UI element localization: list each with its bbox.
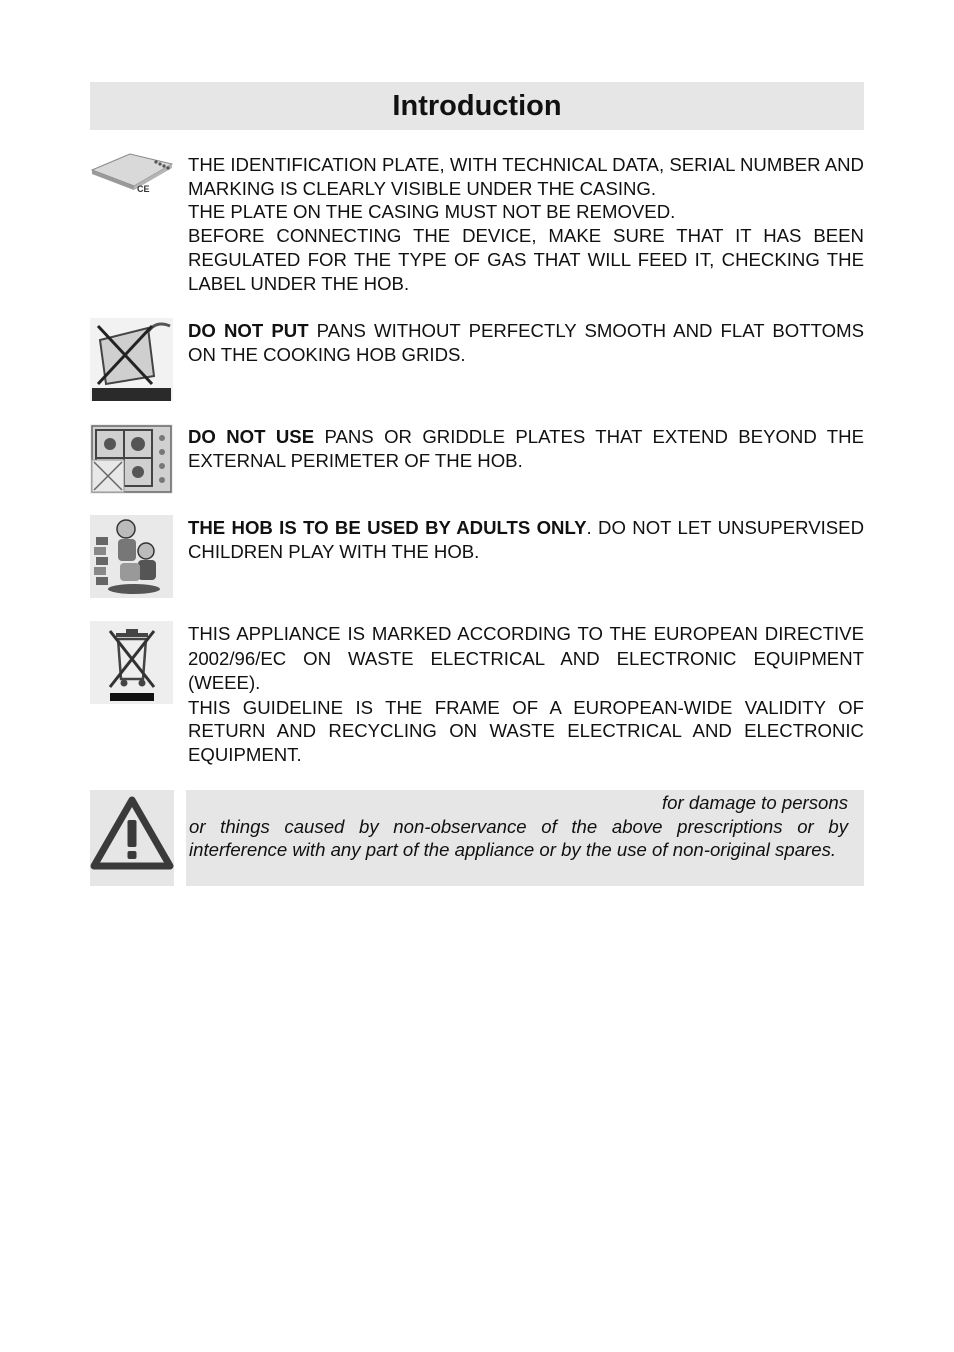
pan-bottoms-bold: DO NOT PUT: [188, 320, 309, 341]
warning-text-panel: [186, 790, 864, 886]
plate-paragraph-1: THE IDENTIFICATION PLATE, WITH TECHNICAL DATA, SERIAL NUMBER AND MARKING IS CLEARLY VISIBLE UNDER THE CASING.: [188, 154, 864, 199]
svg-text:CE: CE: [137, 184, 150, 194]
warning-box: [90, 790, 864, 886]
section-pan-perimeter: [90, 424, 864, 494]
pan-perimeter-text: PANS OR GRIDDLE PLATES THAT EXTEND BEYOND THE EXTERNAL PERIMETER OF THE HOB.: [188, 426, 864, 471]
adults-only-bold: THE HOB IS TO BE USED BY ADULTS ONLY: [188, 517, 587, 538]
section-weee: [90, 621, 864, 771]
warning-line-1: for damage to persons: [661, 792, 848, 813]
warning-triangle-icon: [90, 790, 174, 886]
section-adults-only: [90, 515, 864, 598]
identification-plate-icon: [90, 152, 173, 235]
pan-perimeter-bold: DO NOT USE: [188, 426, 315, 447]
warning-text: or things caused by non-observance of the above prescriptions or by interference with any part of the appliance or by the use of non-original spares.: [189, 815, 848, 861]
pan-bottoms-text: PANS WITHOUT PERFECTLY SMOOTH AND FLAT BOTTOMS ON THE COOKING HOB GRIDS.: [188, 320, 864, 365]
section-identification-plate: [90, 152, 864, 302]
adults-only-text: . DO NOT LET UNSUPERVISED CHILDREN PLAY WITH THE HOB.: [188, 517, 864, 562]
title-bar: [90, 82, 864, 130]
section-pan-bottoms: [90, 318, 864, 401]
weee-bin-icon: [90, 621, 173, 704]
plate-paragraph-3: BEFORE CONNECTING THE DEVICE, MAKE SURE THAT IT HAS BEEN REGULATED FOR THE TYPE OF GAS THAT WILL FEED IT, CHECKING THE LABEL UNDER THE HOB.: [188, 225, 864, 294]
weee-paragraph-2: THIS GUIDELINE IS THE FRAME OF A EUROPEAN-WIDE VALIDITY OF RETURN AND RECYCLING ON WASTE ELECTRICAL AND ELECTRONIC EQUIPMENT.: [188, 696, 864, 765]
crossed-pan-icon: [90, 318, 173, 401]
weee-paragraph-1: THIS APPLIANCE IS MARKED ACCORDING TO THE EUROPEAN DIRECTIVE 2002/96/EC ON WASTE ELECTRICAL AND ELECTRONIC EQUIPMENT (WEEE).: [188, 623, 864, 693]
plate-paragraph-2: THE PLATE ON THE CASING MUST NOT BE REMOVED.: [188, 201, 676, 223]
page-title: Introduction: [392, 89, 562, 122]
children-icon: [90, 515, 173, 598]
hob-grid-icon: [90, 424, 173, 494]
